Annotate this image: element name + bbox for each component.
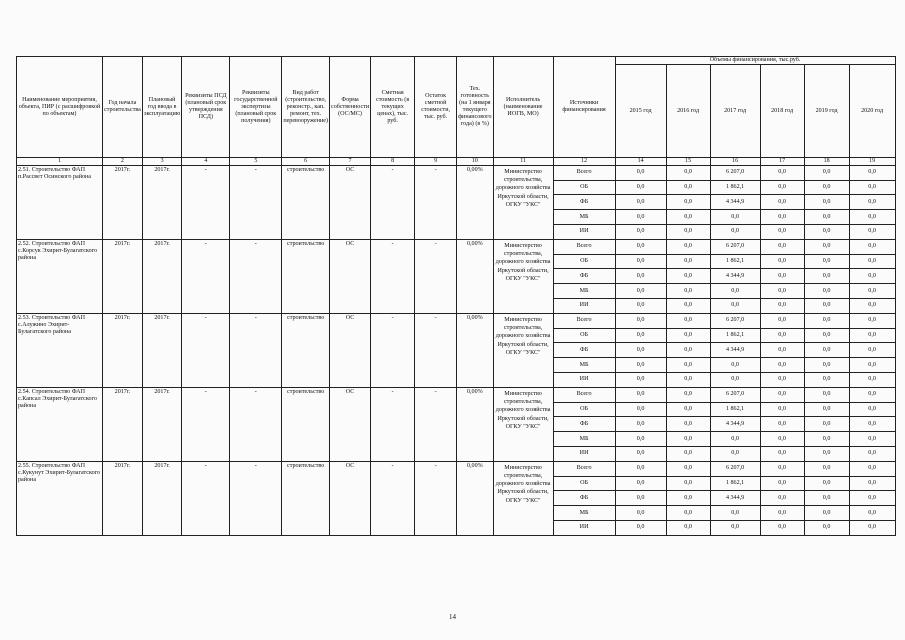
funding-value: 0,0 xyxy=(760,447,804,462)
header-balance: Остаток сметной стоимости, тыс. руб. xyxy=(415,57,457,158)
header-year: 2020 год xyxy=(849,65,895,158)
funding-value: 0,0 xyxy=(666,476,710,491)
column-number: 14 xyxy=(615,158,666,166)
funding-value: 0,0 xyxy=(666,180,710,195)
funding-source: ОБ xyxy=(553,254,615,269)
ownership: ОС xyxy=(329,239,370,313)
funding-value: 0,0 xyxy=(760,417,804,432)
header-plan-year: Плановый год ввода в эксплуатацию xyxy=(142,57,181,158)
table-row xyxy=(17,461,896,476)
start-year: 2017г. xyxy=(103,387,143,461)
funding-value: 0,0 xyxy=(760,239,804,254)
funding-value: 0,0 xyxy=(804,254,849,269)
funding-source: ИИ xyxy=(553,299,615,314)
work-type: строительство xyxy=(282,165,330,239)
funding-value: 0,0 xyxy=(615,373,666,388)
header-expertise: Реквизиты государственной экспертизы (плановый срок получения) xyxy=(230,57,282,158)
column-numbers-row xyxy=(17,158,896,166)
funding-value: 1 862,1 xyxy=(710,254,760,269)
funding-value: 0,0 xyxy=(804,284,849,299)
funding-value: 0,0 xyxy=(804,239,849,254)
funding-value: 0,0 xyxy=(666,239,710,254)
column-number: 2 xyxy=(103,158,143,166)
column-number: 5 xyxy=(230,158,282,166)
funding-value: 0,0 xyxy=(849,358,895,373)
funding-value: 0,0 xyxy=(804,313,849,328)
funding-value: 0,0 xyxy=(849,461,895,476)
expertise: - xyxy=(230,313,282,387)
financing-table xyxy=(16,56,896,536)
executor: Министерство строительства, дорожного хозяйства Иркутской области, ОГКУ "УКС" xyxy=(493,239,553,313)
readiness: 0,00% xyxy=(457,313,493,387)
cost: - xyxy=(371,461,415,535)
ownership: ОС xyxy=(329,461,370,535)
header-row xyxy=(17,57,896,65)
funding-source: Всего xyxy=(553,387,615,402)
funding-value: 0,0 xyxy=(710,521,760,536)
funding-source: Всего xyxy=(553,165,615,180)
funding-value: 0,0 xyxy=(666,432,710,447)
cost: - xyxy=(371,239,415,313)
column-number: 9 xyxy=(415,158,457,166)
funding-value: 0,0 xyxy=(666,254,710,269)
funding-value: 0,0 xyxy=(804,521,849,536)
funding-value: 0,0 xyxy=(615,461,666,476)
funding-value: 0,0 xyxy=(615,284,666,299)
project-name: 2.54. Строительство ФАП с.Капсал Эхирит-Булагатского района xyxy=(17,387,103,461)
project-name: 2.52. Строительство ФАП с.Корсук Эхирит-Булагатского района xyxy=(17,239,103,313)
funding-value: 0,0 xyxy=(615,506,666,521)
header-year: 2015 год xyxy=(615,65,666,158)
funding-value: 0,0 xyxy=(666,506,710,521)
funding-value: 0,0 xyxy=(804,373,849,388)
funding-value: 0,0 xyxy=(666,284,710,299)
funding-value: 0,0 xyxy=(849,402,895,417)
plan-year: 2017г. xyxy=(142,165,181,239)
funding-value: 0,0 xyxy=(615,225,666,240)
column-number: 16 xyxy=(710,158,760,166)
funding-value: 0,0 xyxy=(849,506,895,521)
funding-value: 0,0 xyxy=(710,225,760,240)
funding-value: 0,0 xyxy=(615,195,666,210)
funding-value: 0,0 xyxy=(760,506,804,521)
header-readiness: Тех. готовность (на 1 января текущего финансового года) (в %) xyxy=(457,57,493,158)
funding-value: 0,0 xyxy=(710,284,760,299)
page-number: 14 xyxy=(449,613,456,621)
ownership: ОС xyxy=(329,165,370,239)
funding-value: 0,0 xyxy=(804,491,849,506)
funding-value: 0,0 xyxy=(710,506,760,521)
funding-value: 1 862,1 xyxy=(710,328,760,343)
funding-value: 0,0 xyxy=(760,402,804,417)
header-year: 2018 год xyxy=(760,65,804,158)
project-name: 2.51. Строительство ФАП п.Рассвет Осинского района xyxy=(17,165,103,239)
funding-value: 6 207,0 xyxy=(710,387,760,402)
funding-value: 0,0 xyxy=(804,165,849,180)
work-type: строительство xyxy=(282,461,330,535)
funding-value: 0,0 xyxy=(804,358,849,373)
funding-value: 0,0 xyxy=(760,461,804,476)
work-type: строительство xyxy=(282,387,330,461)
psd: - xyxy=(182,313,230,387)
header-year: 2017 год xyxy=(710,65,760,158)
funding-value: 0,0 xyxy=(804,447,849,462)
funding-value: 4 344,9 xyxy=(710,491,760,506)
funding-value: 0,0 xyxy=(760,491,804,506)
funding-value: 0,0 xyxy=(760,387,804,402)
readiness: 0,00% xyxy=(457,165,493,239)
project-name: 2.55. Строительство ФАП с.Кукунут Эхирит-Булагатского района xyxy=(17,461,103,535)
funding-source: ФБ xyxy=(553,491,615,506)
cost: - xyxy=(371,165,415,239)
funding-value: 0,0 xyxy=(804,506,849,521)
funding-value: 0,0 xyxy=(760,358,804,373)
funding-value: 0,0 xyxy=(710,358,760,373)
funding-value: 0,0 xyxy=(615,343,666,358)
funding-value: 0,0 xyxy=(760,269,804,284)
column-number: 1 xyxy=(17,158,103,166)
funding-value: 0,0 xyxy=(615,491,666,506)
column-number: 18 xyxy=(804,158,849,166)
start-year: 2017г. xyxy=(103,165,143,239)
funding-value: 0,0 xyxy=(849,387,895,402)
funding-source: ОБ xyxy=(553,180,615,195)
funding-value: 0,0 xyxy=(804,180,849,195)
column-number: 10 xyxy=(457,158,493,166)
funding-source: ФБ xyxy=(553,269,615,284)
funding-value: 0,0 xyxy=(804,269,849,284)
funding-value: 0,0 xyxy=(849,254,895,269)
funding-value: 0,0 xyxy=(615,313,666,328)
header-psd: Реквизиты ПСД (плановый срок утверждения ПСД) xyxy=(182,57,230,158)
funding-value: 0,0 xyxy=(849,328,895,343)
funding-value: 0,0 xyxy=(666,165,710,180)
funding-source: ИИ xyxy=(553,521,615,536)
funding-value: 0,0 xyxy=(760,254,804,269)
funding-value: 0,0 xyxy=(666,343,710,358)
funding-value: 0,0 xyxy=(760,284,804,299)
funding-value: 0,0 xyxy=(804,432,849,447)
funding-value: 0,0 xyxy=(710,299,760,314)
balance: - xyxy=(415,239,457,313)
funding-source: ИИ xyxy=(553,225,615,240)
column-number: 7 xyxy=(329,158,370,166)
funding-value: 0,0 xyxy=(849,432,895,447)
funding-source: Всего xyxy=(553,313,615,328)
psd: - xyxy=(182,461,230,535)
cost: - xyxy=(371,387,415,461)
funding-value: 0,0 xyxy=(804,210,849,225)
funding-value: 0,0 xyxy=(666,521,710,536)
funding-source: МБ xyxy=(553,358,615,373)
funding-value: 0,0 xyxy=(666,313,710,328)
funding-value: 0,0 xyxy=(615,328,666,343)
funding-value: 0,0 xyxy=(849,491,895,506)
funding-value: 0,0 xyxy=(710,373,760,388)
funding-value: 0,0 xyxy=(710,210,760,225)
funding-value: 0,0 xyxy=(760,225,804,240)
funding-value: 0,0 xyxy=(849,343,895,358)
funding-source: ИИ xyxy=(553,373,615,388)
funding-value: 6 207,0 xyxy=(710,313,760,328)
funding-value: 0,0 xyxy=(849,299,895,314)
funding-value: 0,0 xyxy=(849,284,895,299)
executor: Министерство строительства, дорожного хозяйства Иркутской области, ОГКУ "УКС" xyxy=(493,313,553,387)
funding-value: 0,0 xyxy=(760,328,804,343)
funding-value: 0,0 xyxy=(666,225,710,240)
ownership: ОС xyxy=(329,313,370,387)
funding-value: 0,0 xyxy=(849,210,895,225)
expertise: - xyxy=(230,461,282,535)
column-number: 12 xyxy=(553,158,615,166)
column-number: 8 xyxy=(371,158,415,166)
header-year: 2016 год xyxy=(666,65,710,158)
plan-year: 2017г. xyxy=(142,461,181,535)
header-year: 2019 год xyxy=(804,65,849,158)
header-ownership: Форма собственности (ОС/МС) xyxy=(329,57,370,158)
funding-value: 0,0 xyxy=(849,313,895,328)
column-number: 6 xyxy=(282,158,330,166)
funding-value: 1 862,1 xyxy=(710,180,760,195)
start-year: 2017г. xyxy=(103,461,143,535)
funding-value: 0,0 xyxy=(804,476,849,491)
funding-value: 0,0 xyxy=(849,269,895,284)
funding-value: 0,0 xyxy=(666,461,710,476)
ownership: ОС xyxy=(329,387,370,461)
column-number: 11 xyxy=(493,158,553,166)
funding-value: 6 207,0 xyxy=(710,165,760,180)
readiness: 0,00% xyxy=(457,239,493,313)
funding-value: 0,0 xyxy=(615,358,666,373)
funding-value: 0,0 xyxy=(615,476,666,491)
plan-year: 2017г. xyxy=(142,387,181,461)
balance: - xyxy=(415,387,457,461)
start-year: 2017г. xyxy=(103,239,143,313)
funding-value: 0,0 xyxy=(666,491,710,506)
funding-value: 0,0 xyxy=(666,373,710,388)
funding-source: ИИ xyxy=(553,447,615,462)
header-executor: Исполнитель (наименование ИОГВ, МО) xyxy=(493,57,553,158)
start-year: 2017г. xyxy=(103,313,143,387)
psd: - xyxy=(182,239,230,313)
psd: - xyxy=(182,387,230,461)
funding-value: 0,0 xyxy=(760,432,804,447)
executor: Министерство строительства, дорожного хозяйства Иркутской области, ОГКУ "УКС" xyxy=(493,165,553,239)
funding-value: 0,0 xyxy=(760,299,804,314)
funding-source: Всего xyxy=(553,461,615,476)
funding-value: 0,0 xyxy=(760,476,804,491)
funding-value: 0,0 xyxy=(849,521,895,536)
funding-value: 0,0 xyxy=(666,402,710,417)
readiness: 0,00% xyxy=(457,387,493,461)
header-name: Наименование мероприятия, объекта, ПИР (с расшифровкой по объектам) xyxy=(17,57,103,158)
funding-value: 4 344,9 xyxy=(710,269,760,284)
column-number: 3 xyxy=(142,158,181,166)
readiness: 0,00% xyxy=(457,461,493,535)
header-sources: Источники финансирования xyxy=(553,57,615,158)
funding-value: 0,0 xyxy=(760,521,804,536)
funding-value: 0,0 xyxy=(666,417,710,432)
header-start-year: Год начала строительства xyxy=(103,57,143,158)
funding-source: Всего xyxy=(553,239,615,254)
cost: - xyxy=(371,313,415,387)
plan-year: 2017г. xyxy=(142,313,181,387)
funding-value: 0,0 xyxy=(615,269,666,284)
funding-value: 0,0 xyxy=(615,210,666,225)
funding-value: 0,0 xyxy=(849,225,895,240)
funding-value: 4 344,9 xyxy=(710,343,760,358)
funding-value: 0,0 xyxy=(615,387,666,402)
funding-value: 0,0 xyxy=(804,328,849,343)
funding-value: 0,0 xyxy=(760,373,804,388)
funding-source: ОБ xyxy=(553,476,615,491)
funding-value: 0,0 xyxy=(615,165,666,180)
funding-source: ОБ xyxy=(553,402,615,417)
funding-value: 0,0 xyxy=(666,210,710,225)
expertise: - xyxy=(230,387,282,461)
funding-value: 0,0 xyxy=(804,343,849,358)
funding-source: ФБ xyxy=(553,343,615,358)
column-number: 19 xyxy=(849,158,895,166)
funding-value: 0,0 xyxy=(710,432,760,447)
funding-value: 0,0 xyxy=(615,299,666,314)
funding-value: 0,0 xyxy=(666,269,710,284)
balance: - xyxy=(415,165,457,239)
funding-value: 0,0 xyxy=(615,521,666,536)
funding-value: 4 344,9 xyxy=(710,417,760,432)
funding-value: 0,0 xyxy=(849,373,895,388)
funding-value: 6 207,0 xyxy=(710,239,760,254)
funding-value: 0,0 xyxy=(666,328,710,343)
funding-value: 0,0 xyxy=(804,299,849,314)
funding-value: 0,0 xyxy=(615,417,666,432)
funding-value: 0,0 xyxy=(760,313,804,328)
funding-source: ОБ xyxy=(553,328,615,343)
funding-value: 0,0 xyxy=(666,195,710,210)
table-row xyxy=(17,387,896,402)
funding-value: 0,0 xyxy=(666,299,710,314)
funding-value: 0,0 xyxy=(615,432,666,447)
header-cost: Сметная стоимость (в текущих ценах), тыс. руб. xyxy=(371,57,415,158)
funding-value: 0,0 xyxy=(666,387,710,402)
funding-value: 0,0 xyxy=(666,358,710,373)
psd: - xyxy=(182,165,230,239)
funding-source: ФБ xyxy=(553,417,615,432)
funding-value: 0,0 xyxy=(615,254,666,269)
balance: - xyxy=(415,461,457,535)
funding-value: 0,0 xyxy=(804,387,849,402)
funding-value: 6 207,0 xyxy=(710,461,760,476)
funding-value: 0,0 xyxy=(804,461,849,476)
funding-source: МБ xyxy=(553,506,615,521)
funding-value: 0,0 xyxy=(849,417,895,432)
funding-value: 0,0 xyxy=(615,447,666,462)
expertise: - xyxy=(230,239,282,313)
funding-value: 0,0 xyxy=(615,402,666,417)
balance: - xyxy=(415,313,457,387)
column-number: 4 xyxy=(182,158,230,166)
funding-value: 0,0 xyxy=(666,447,710,462)
executor: Министерство строительства, дорожного хозяйства Иркутской области, ОГКУ "УКС" xyxy=(493,387,553,461)
funding-value: 0,0 xyxy=(804,225,849,240)
table-row xyxy=(17,313,896,328)
funding-source: МБ xyxy=(553,210,615,225)
funding-value: 0,0 xyxy=(760,195,804,210)
funding-value: 0,0 xyxy=(760,165,804,180)
funding-value: 0,0 xyxy=(849,476,895,491)
funding-value: 0,0 xyxy=(804,195,849,210)
header-funding: Объемы финансирования, тыс.руб. xyxy=(615,57,895,65)
funding-value: 0,0 xyxy=(615,180,666,195)
funding-source: ФБ xyxy=(553,195,615,210)
table-row xyxy=(17,239,896,254)
work-type: строительство xyxy=(282,313,330,387)
funding-value: 0,0 xyxy=(760,343,804,358)
funding-source: МБ xyxy=(553,432,615,447)
header-work-type: Вид работ (строительство, реконстр., кап. ремонт, тех. перевооружение) xyxy=(282,57,330,158)
funding-value: 0,0 xyxy=(849,180,895,195)
funding-value: 0,0 xyxy=(849,195,895,210)
funding-value: 1 862,1 xyxy=(710,402,760,417)
funding-value: 0,0 xyxy=(849,447,895,462)
table-row xyxy=(17,165,896,180)
column-number: 15 xyxy=(666,158,710,166)
funding-value: 0,0 xyxy=(760,180,804,195)
plan-year: 2017г. xyxy=(142,239,181,313)
funding-value: 0,0 xyxy=(760,210,804,225)
executor: Министерство строительства, дорожного хозяйства Иркутской области, ОГКУ "УКС" xyxy=(493,461,553,535)
column-number: 17 xyxy=(760,158,804,166)
work-type: строительство xyxy=(282,239,330,313)
expertise: - xyxy=(230,165,282,239)
funding-source: МБ xyxy=(553,284,615,299)
funding-value: 0,0 xyxy=(849,239,895,254)
funding-value: 0,0 xyxy=(710,447,760,462)
funding-value: 4 344,9 xyxy=(710,195,760,210)
project-name: 2.53. Строительство ФАП с.Алужино Эхирит-Булагатского района xyxy=(17,313,103,387)
funding-value: 1 862,1 xyxy=(710,476,760,491)
funding-value: 0,0 xyxy=(804,402,849,417)
funding-value: 0,0 xyxy=(804,417,849,432)
funding-value: 0,0 xyxy=(849,165,895,180)
funding-value: 0,0 xyxy=(615,239,666,254)
